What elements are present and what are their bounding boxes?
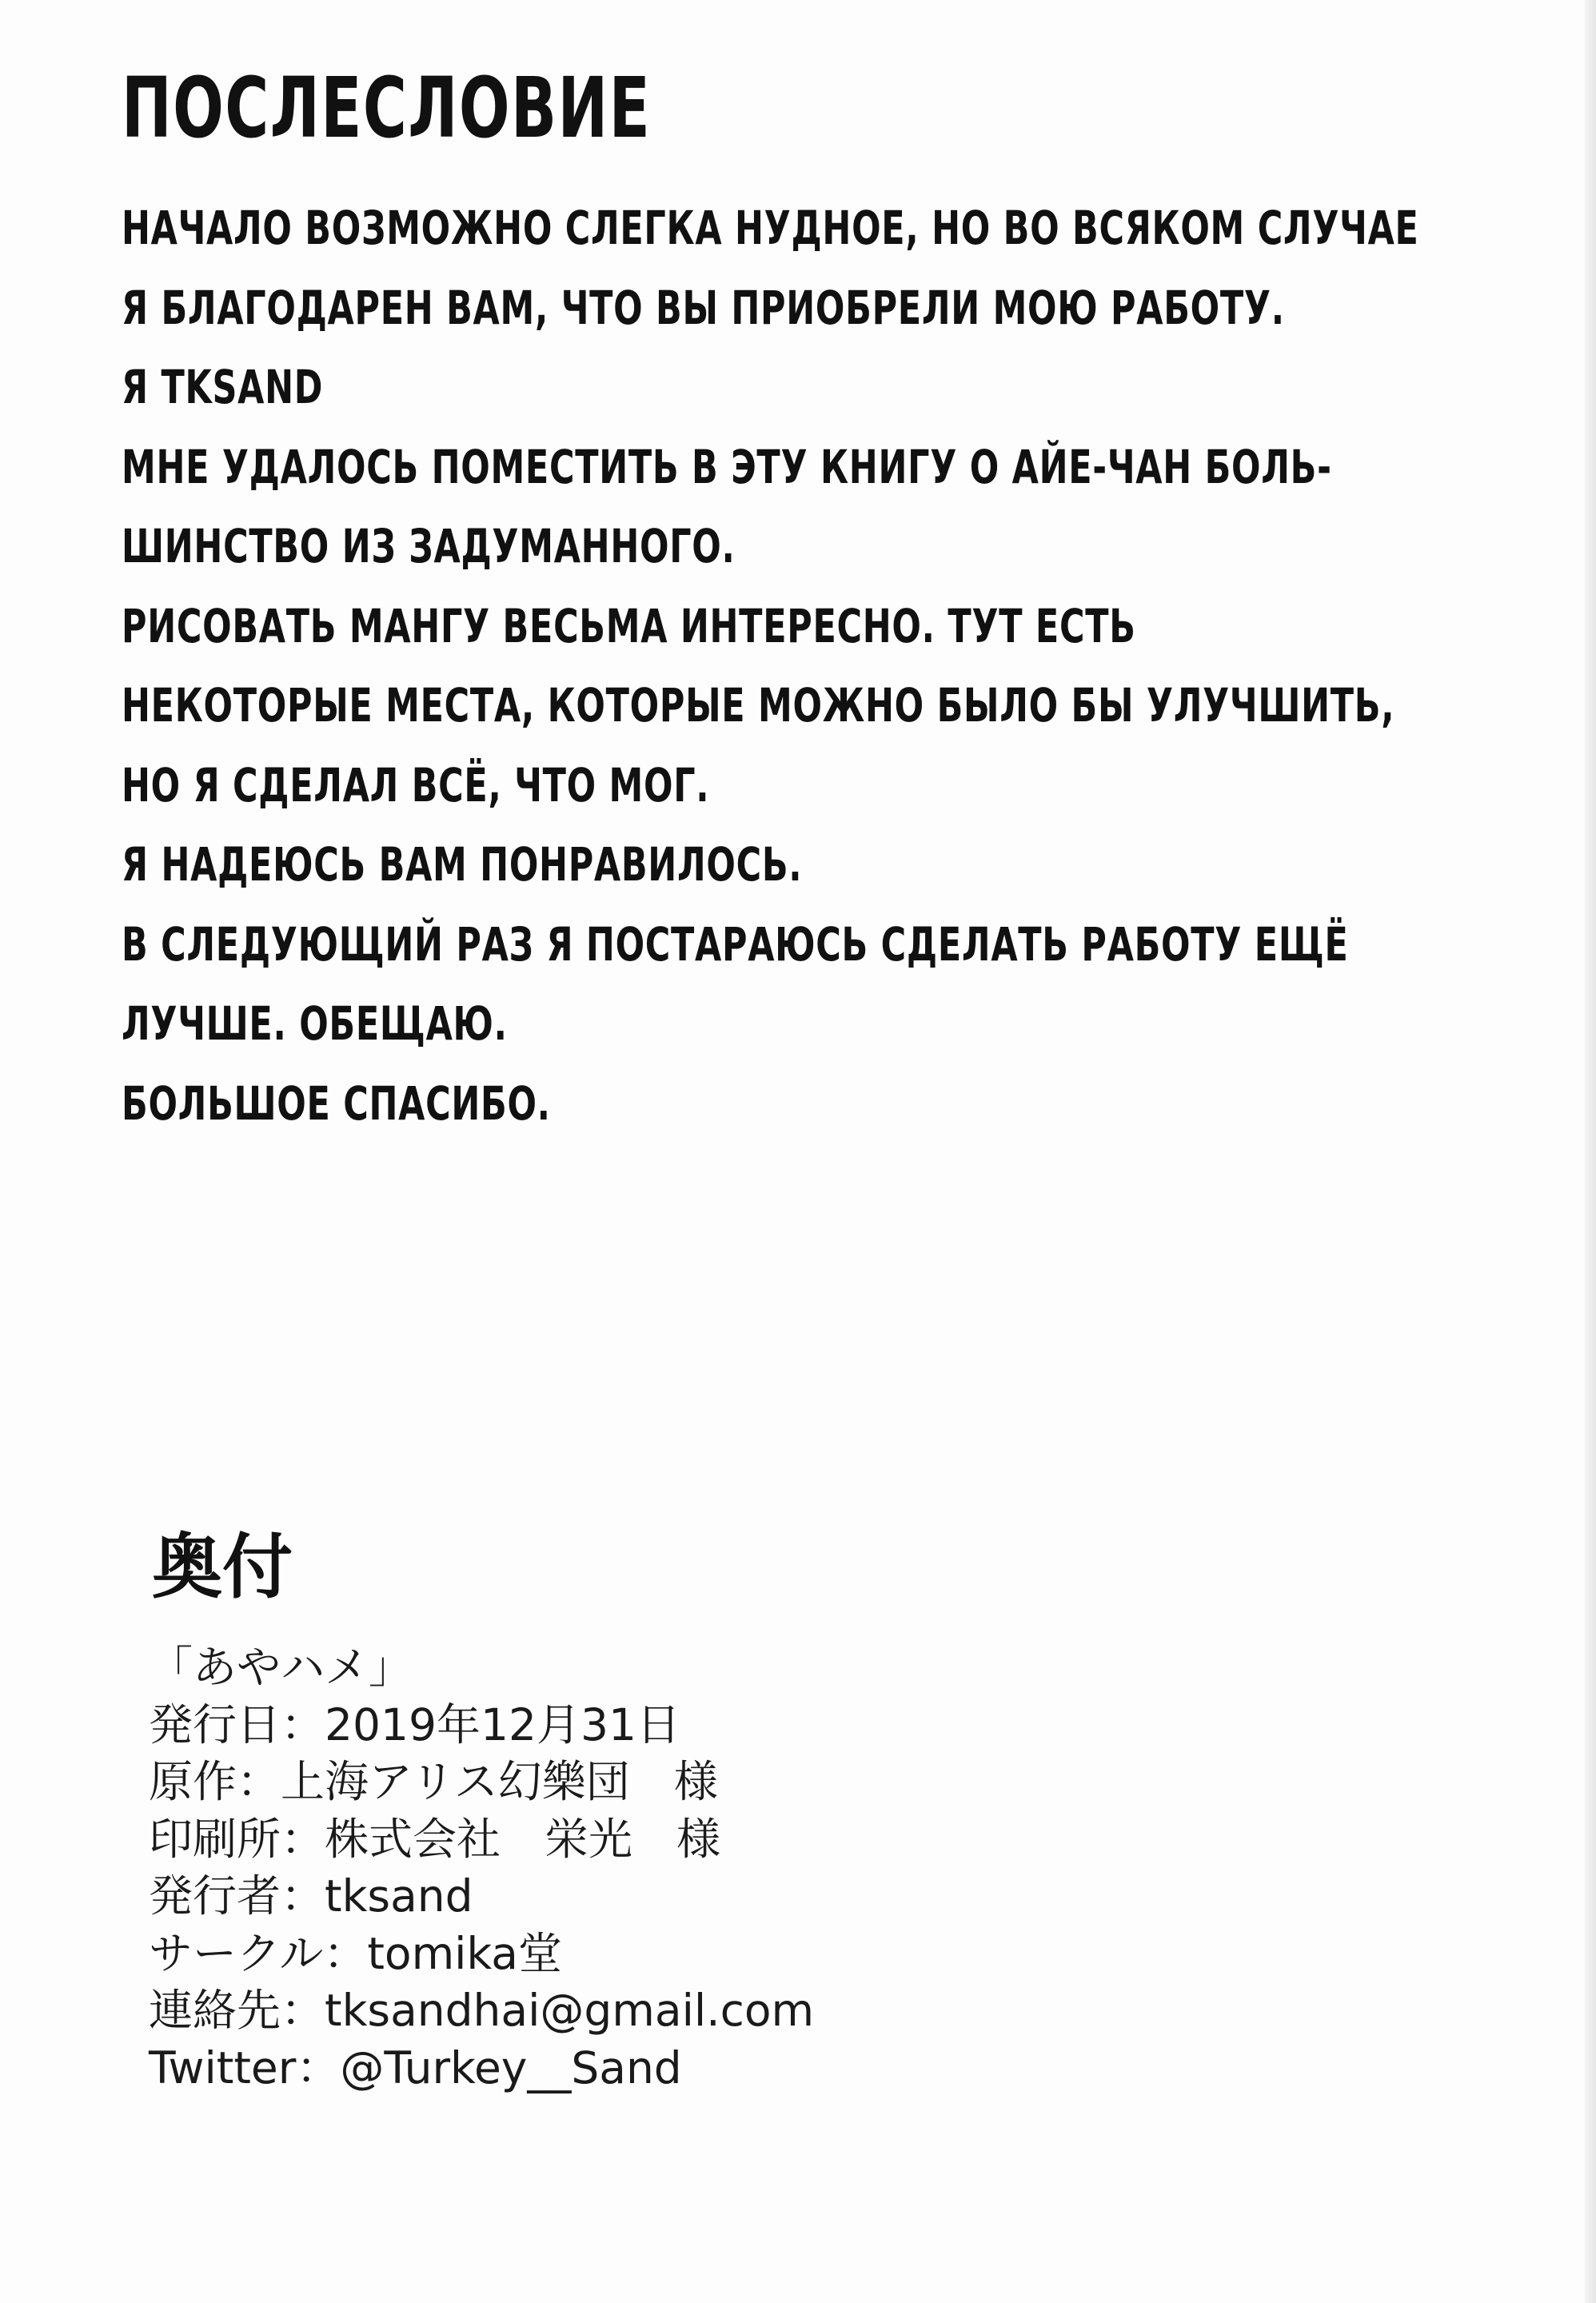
publication-date-line: 発行日：2019年12月31日 [149,1698,680,1750]
contact-line: 連絡先：tksandhai@gmail.com [149,1985,815,2036]
afterword-line: Я БЛАГОДАРЕН ВАМ, ЧТО ВЫ ПРИОБРЕЛИ МОЮ РАБОТУ. [122,280,1285,335]
afterword-line: В СЛЕДУЮЩИЙ РАЗ Я ПОСТАРАЮСЬ СДЕЛАТЬ РАБОТУ ЕЩЁ [122,916,1349,972]
printer-line: 印刷所：株式会社 栄光 様 [149,1813,721,1865]
afterword-line: МНЕ УДАЛОСЬ ПОМЕСТИТЬ В ЭТУ КНИГУ О АЙЕ-ЧАН БОЛЬ- [122,439,1332,494]
afterword-title: ПОСЛЕСЛОВИЕ [122,59,652,157]
circle-line: サークル：tomika堂 [149,1927,563,1979]
afterword-line: ЛУЧШЕ. ОБЕЩАЮ. [122,996,508,1051]
colophon-details [149,1639,1108,2097]
afterword-line: НЕКОТОРЫЕ МЕСТА, КОТОРЫЕ МОЖНО БЫЛО БЫ УЛУЧШИТЬ, [122,678,1395,732]
original-work-line: 原作：上海アリス幻樂団 様 [149,1756,718,1807]
colophon-title: 奥付 [152,1526,293,1608]
publisher-line: 発行者：tksand [149,1870,473,1922]
afterword-line: НО Я СДЕЛАЛ ВСЁ, ЧТО МОГ. [122,757,710,812]
afterword-line: РИСОВАТЬ МАНГУ ВЕСЬМА ИНТЕРЕСНО. ТУТ ЕСТЬ [122,598,1136,653]
afterword-line: БОЛЬШОЕ СПАСИБО. [122,1076,551,1131]
afterword-text [122,189,1482,1144]
afterword-line: Я TKSAND [122,360,324,414]
afterword-line: НАЧАЛО ВОЗМОЖНО СЛЕГКА НУДНОЕ, НО ВО ВСЯКОМ СЛУЧАЕ [122,201,1419,255]
page-edge-shadow [1585,0,1596,2303]
twitter-line: Twitter：@Turkey__Sand [149,2042,682,2093]
afterword-line: Я НАДЕЮСЬ ВАМ ПОНРАВИЛОСЬ. [122,837,803,892]
book-title-line: 「あやハメ」 [149,1642,413,1693]
afterword-line: ШИНСТВО ИЗ ЗАДУМАННОГО. [122,519,736,573]
